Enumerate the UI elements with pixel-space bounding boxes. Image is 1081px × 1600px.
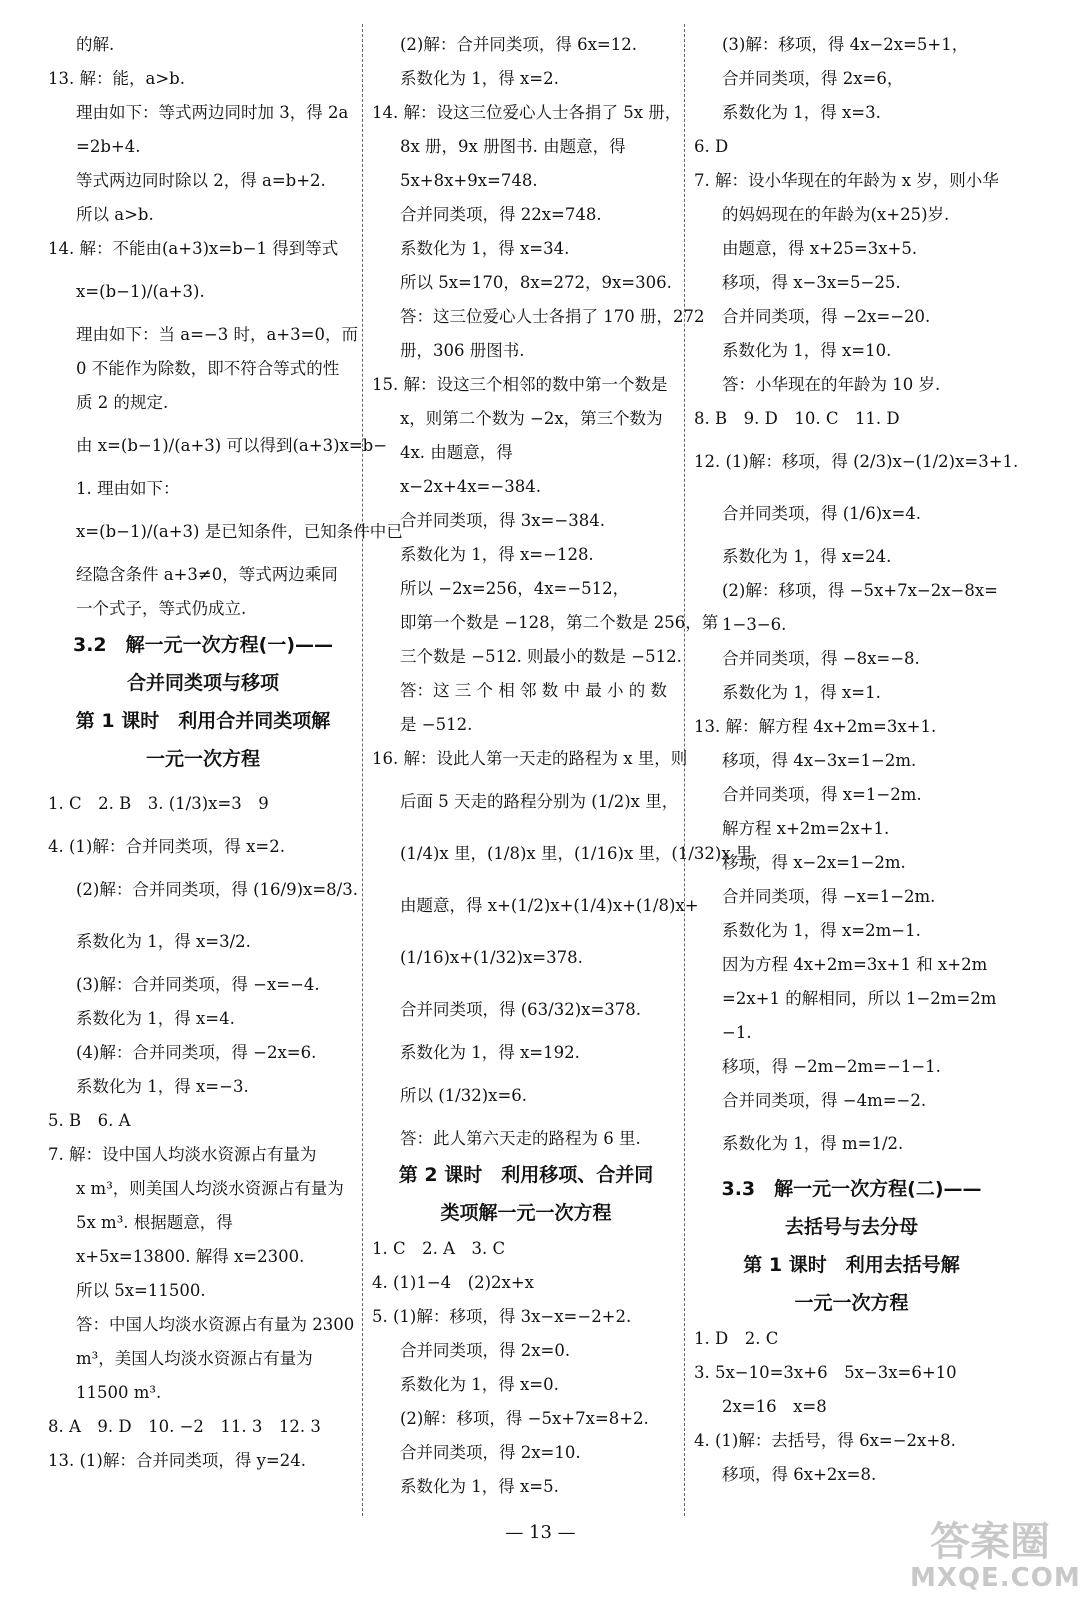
answer-line: 合并同类项，得 −x=1−2m. xyxy=(722,887,936,906)
answer-line: (3)解：合并同类项，得 −x=−4. xyxy=(76,975,320,994)
answer-line: 3. 5x−10=3x+6 5x−3x=6+10 xyxy=(694,1363,957,1382)
answer-line: 系数化为 1，得 x=192. xyxy=(400,1043,580,1062)
watermark-logo xyxy=(910,1519,1081,1594)
answer-line: −1. xyxy=(722,1023,752,1042)
answer-line: 11500 m³. xyxy=(76,1383,162,1402)
answer-line: (3)解：移项，得 4x−2x=5+1， xyxy=(722,35,969,54)
answer-line: 4x. 由题意，得 xyxy=(400,443,513,462)
answer-line: 7. 解：设小华现在的年龄为 x 岁，则小华 xyxy=(694,171,999,190)
answer-line: 8x 册，9x 册图书. 由题意，得 xyxy=(400,137,626,156)
answer-line: 合并同类项，得 2x=6， xyxy=(722,69,904,88)
answer-line: 系数化为 1，得 m=1/2. xyxy=(722,1134,904,1153)
answer-line: 合并同类项，得 −4m=−2. xyxy=(722,1091,927,1110)
answer-line: x=(b−1)/(a+3). xyxy=(76,282,205,301)
answer-line: 后面 5 天走的路程分别为 (1/2)x 里， xyxy=(400,792,679,811)
answer-line: 所以 5x=170，8x=272，9x=306. xyxy=(400,273,672,292)
answer-line: 经隐含条件 a+3≠0，等式两边乘同 xyxy=(76,565,338,584)
answer-line: 6. D xyxy=(694,137,729,156)
answer-line: (2)解：合并同类项，得 6x=12. xyxy=(400,35,637,54)
answer-line: 12. (1)解：移项，得 (2/3)x−(1/2)x=3+1. xyxy=(694,452,1019,471)
answer-line: 1. 理由如下： xyxy=(76,479,180,498)
answer-line: (2)解：移项，得 −5x+7x=8+2. xyxy=(400,1409,649,1428)
answer-line: (1/4)x 里，(1/8)x 里，(1/16)x 里，(1/32)x 里. xyxy=(400,844,758,863)
answer-line: 5. (1)解：移项，得 3x−x=−2+2. xyxy=(372,1307,632,1326)
answer-line: 由题意，得 x+25=3x+5. xyxy=(722,239,918,258)
page-number: — 13 — xyxy=(505,1522,576,1543)
answer-line: 系数化为 1，得 x=4. xyxy=(76,1009,235,1028)
answer-line: 4. (1)解：合并同类项，得 x=2. xyxy=(48,837,285,856)
answer-line: 移项，得 6x+2x=8. xyxy=(722,1465,877,1484)
answer-line: 15. 解：设这三个相邻的数中第一个数是 xyxy=(372,375,668,394)
answer-line: 系数化为 1，得 x=3. xyxy=(722,103,881,122)
answer-line: 系数化为 1，得 x=3/2. xyxy=(76,932,251,951)
answer-line: 1. C 2. A 3. C xyxy=(372,1239,506,1258)
answer-line: 是 −512. xyxy=(400,715,473,734)
answer-line: 系数化为 1，得 x=24. xyxy=(722,547,892,566)
answer-line: 系数化为 1，得 x=34. xyxy=(400,239,570,258)
answer-line: 合并同类项，得 2x=0. xyxy=(400,1341,571,1360)
answer-line: 合并同类项，得 −2x=−20. xyxy=(722,307,931,326)
answer-line: (1/16)x+(1/32)x=378. xyxy=(400,948,583,967)
answer-line: 4. (1)1−4 (2)2x+x xyxy=(372,1273,534,1292)
answer-line: 系数化为 1，得 x=−128. xyxy=(400,545,594,564)
answer-line: 1. C 2. B 3. (1/3)x=3 9 xyxy=(48,794,269,813)
section-heading: 一元一次方程 xyxy=(794,1292,909,1314)
section-heading: 一元一次方程 xyxy=(145,748,260,770)
answer-line: 答：这 三 个 相 邻 数 中 最 小 的 数 xyxy=(400,681,667,700)
answer-line: 13. 解：能，a>b. xyxy=(48,69,185,88)
answer-line: 合并同类项，得 22x=748. xyxy=(400,205,602,224)
answer-line: 移项，得 x−3x=5−25. xyxy=(722,273,901,292)
answer-line: 的解. xyxy=(76,35,115,54)
section-heading: 合并同类项与移项 xyxy=(126,672,279,694)
answer-line: m³，美国人均淡水资源占有量为 xyxy=(76,1349,313,1368)
section-heading: 3.2 解一元一次方程(一)—— xyxy=(72,634,334,656)
answer-line: 13. (1)解：合并同类项，得 y=24. xyxy=(48,1451,306,1470)
answer-line: 1−3−6. xyxy=(722,615,787,634)
answer-line: 所以 (1/32)x=6. xyxy=(400,1086,528,1105)
answer-line: 的妈妈现在的年龄为(x+25)岁. xyxy=(722,205,950,224)
answer-line: 由 x=(b−1)/(a+3) 可以得到(a+3)x=b− xyxy=(76,436,388,455)
answer-line: 移项，得 −2m−2m=−1−1. xyxy=(722,1057,941,1076)
answer-line: 16. 解：设此人第一天走的路程为 x 里，则 xyxy=(372,749,688,768)
answer-line: 即第一个数是 −128，第二个数是 256，第 xyxy=(400,613,719,632)
section-heading: 第 1 课时 利用去括号解 xyxy=(743,1254,960,1276)
answer-line: x+5x=13800. 解得 x=2300. xyxy=(76,1247,305,1266)
answer-line: 册，306 册图书. xyxy=(400,341,525,360)
answer-line: 5x m³. 根据题意，得 xyxy=(76,1213,233,1232)
column-3 xyxy=(694,28,1019,1492)
answer-line: =2x+1 的解相同，所以 1−2m=2m xyxy=(722,989,997,1008)
answer-line: 系数化为 1，得 x=0. xyxy=(400,1375,559,1394)
answer-line: 三个数是 −512. 则最小的数是 −512. xyxy=(400,647,682,666)
watermark-text: 答案圈 xyxy=(930,1519,1050,1565)
answer-line: 系数化为 1，得 x=1. xyxy=(722,683,881,702)
answer-line: 因为方程 4x+2m=3x+1 和 x+2m xyxy=(722,955,988,974)
answer-line: 合并同类项，得 −8x=−8. xyxy=(722,649,920,668)
answer-line: 8. B 9. D 10. C 11. D xyxy=(694,409,900,428)
answer-line: 移项，得 4x−3x=1−2m. xyxy=(722,751,917,770)
watermark-url: MXQE.COM xyxy=(910,1563,1081,1593)
answer-line: 系数化为 1，得 x=−3. xyxy=(76,1077,249,1096)
answer-line: (2)解：合并同类项，得 (16/9)x=8/3. xyxy=(76,880,358,899)
column-divider-2 xyxy=(684,24,685,1516)
section-heading: 类项解一元一次方程 xyxy=(440,1202,612,1224)
answer-line: 答：此人第六天走的路程为 6 里. xyxy=(400,1129,641,1148)
answer-line: 合并同类项，得 (1/6)x=4. xyxy=(722,504,922,523)
answer-line: =2b+4. xyxy=(76,137,141,156)
answer-line: 系数化为 1，得 x=2. xyxy=(400,69,559,88)
answer-line: 理由如下：等式两边同时加 3，得 2a xyxy=(76,103,349,122)
answer-line: 8. A 9. D 10. −2 11. 3 12. 3 xyxy=(48,1417,321,1436)
answer-line: 系数化为 1，得 x=5. xyxy=(400,1477,559,1496)
answer-line: 所以 −2x=256，4x=−512， xyxy=(400,579,630,598)
answer-line: 2x=16 x=8 xyxy=(722,1397,827,1416)
answer-line: 13. 解：解方程 4x+2m=3x+1. xyxy=(694,717,937,736)
answer-line: 4. (1)解：去括号，得 6x=−2x+8. xyxy=(694,1431,956,1450)
answer-line: x=(b−1)/(a+3) 是已知条件，已知条件中已 xyxy=(76,522,403,541)
answer-line: 7. 解：设中国人均淡水资源占有量为 xyxy=(48,1145,317,1164)
answer-line: 5. B 6. A xyxy=(48,1111,131,1130)
answer-line: 合并同类项，得 2x=10. xyxy=(400,1443,581,1462)
answer-line: 所以 a>b. xyxy=(76,205,154,224)
answer-line: 1. D 2. C xyxy=(694,1329,779,1348)
answer-line: x，则第二个数为 −2x，第三个数为 xyxy=(400,409,663,428)
answer-line: 解方程 x+2m=2x+1. xyxy=(722,819,890,838)
answer-line: 理由如下：当 a=−3 时，a+3=0，而 xyxy=(76,325,358,344)
answer-line: 由题意，得 x+(1/2)x+(1/4)x+(1/8)x+ xyxy=(400,896,699,915)
answer-line: 答：小华现在的年龄为 10 岁. xyxy=(722,375,941,394)
section-heading: 第 1 课时 利用合并同类项解 xyxy=(75,710,331,732)
answer-line: 5x+8x+9x=748. xyxy=(400,171,538,190)
answer-line: 质 2 的规定. xyxy=(76,393,169,412)
answer-line: x−2x+4x=−384. xyxy=(400,477,541,496)
section-heading: 3.3 解一元一次方程(二)—— xyxy=(721,1178,982,1200)
answer-line: 答：中国人均淡水资源占有量为 2300 xyxy=(76,1315,355,1334)
column-1 xyxy=(48,28,403,1478)
answer-line: 0 不能作为除数，即不符合等式的性 xyxy=(76,359,340,378)
answer-line: 14. 解：设这三位爱心人士各捐了 5x 册， xyxy=(372,103,682,122)
answer-line: (2)解：移项，得 −5x+7x−2x−8x= xyxy=(722,581,998,600)
answer-line: (4)解：合并同类项，得 −2x=6. xyxy=(76,1043,317,1062)
answer-line: 合并同类项，得 x=1−2m. xyxy=(722,785,922,804)
answer-line: 系数化为 1，得 x=10. xyxy=(722,341,892,360)
section-heading: 第 2 课时 利用移项、合并同 xyxy=(398,1164,654,1186)
answer-line: 移项，得 x−2x=1−2m. xyxy=(722,853,906,872)
answer-line: 14. 解：不能由(a+3)x=b−1 得到等式 xyxy=(48,239,339,258)
answer-line: 一个式子，等式仍成立. xyxy=(76,599,247,618)
answer-line: 等式两边同时除以 2，得 a=b+2. xyxy=(76,171,326,190)
answer-line: 合并同类项，得 (63/32)x=378. xyxy=(400,1000,642,1019)
answer-line: 答：这三位爱心人士各捐了 170 册，272 xyxy=(400,307,705,326)
column-divider-1 xyxy=(362,24,363,1516)
answer-line: 合并同类项，得 3x=−384. xyxy=(400,511,605,530)
answer-line: 所以 5x=11500. xyxy=(76,1281,206,1300)
section-heading: 去括号与去分母 xyxy=(784,1216,918,1238)
answer-line: 系数化为 1，得 x=2m−1. xyxy=(722,921,921,940)
answer-line: x m³，则美国人均淡水资源占有量为 xyxy=(76,1179,344,1198)
